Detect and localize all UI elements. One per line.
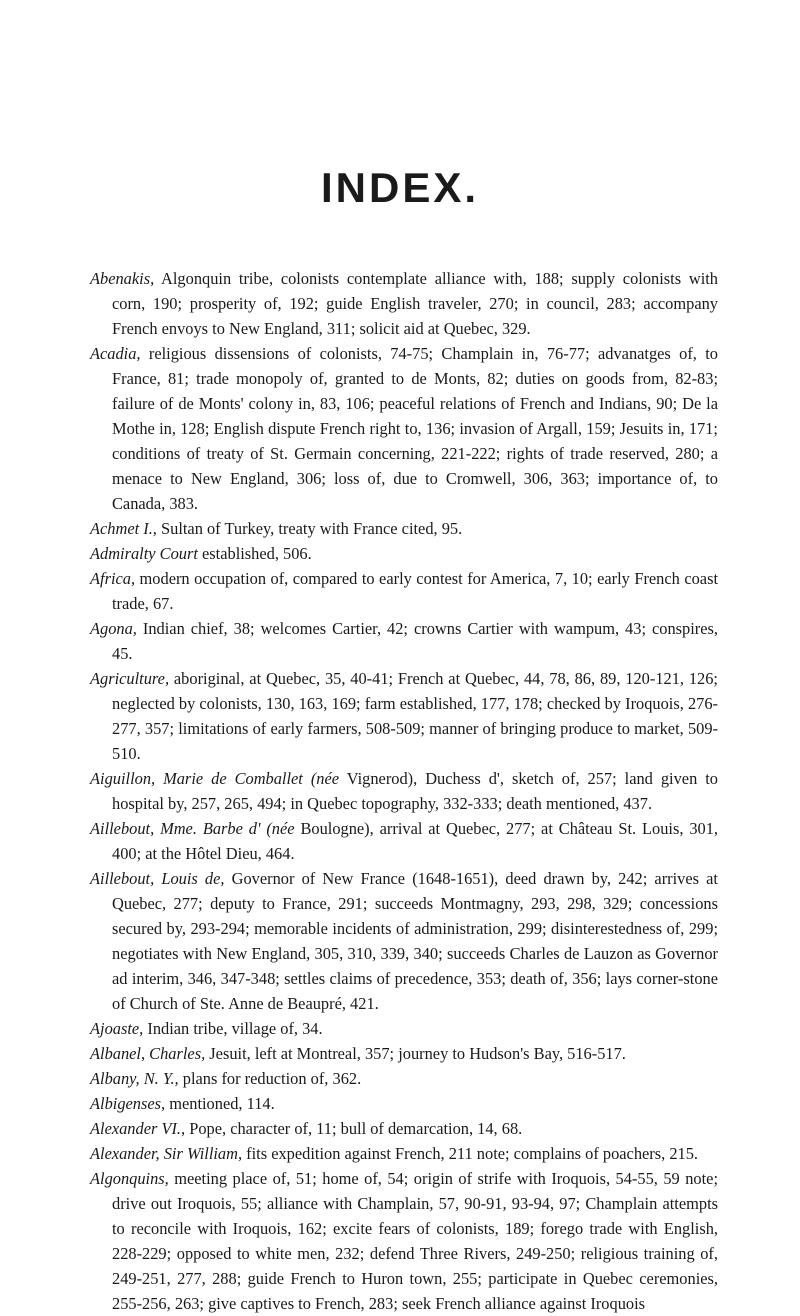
entry-heading: Alexander, Sir William, [90, 1144, 243, 1163]
index-entry [90, 1166, 718, 1316]
index-entry [90, 1091, 718, 1116]
index-entry [90, 1041, 718, 1066]
entry-text: meeting place of, 51; home of, 54; origin of strife with Iroquois, 54-55, 59 note; drive out Iroquois, 55; alliance with Champlain, 57, 90-91, 93-94, 97; Champlain attempts to reconcile with Iroquois, 162; excite fears of colonists, 189; forego trade with English, 228-229; opposed to white men, 232; defend Three Rivers, 249-250; religious training of, 249-251, 277, 288; guide French to Huron town, 255; participate in Quebec ceremonies, 255-256, 263; give captives to French, 283; seek French alliance against Iroquois [112, 1169, 718, 1313]
entry-heading: Albigenses, [90, 1094, 166, 1113]
page-title: INDEX. [320, 164, 480, 211]
entry-heading: Achmet I., [90, 519, 157, 538]
entry-text: Governor of New France (1648-1651), deed drawn by, 242; arrives at Quebec, 277; deputy to France, 291; succeeds Montmagny, 293, 298, 329; concessions secured by, 293-294; memorable incidents of administration, 299; disinterestedness of, 299; negotiates with New England, 305, 310, 339, 340; succeeds Charles de Lauzon as Governor ad interim, 346, 347-348; settles claims of precedence, 353; death of, 356; lays corner-stone of Church of Ste. Anne de Beaupré, 421. [112, 869, 718, 1013]
entry-heading: Aiguillon, Marie de Comballet (née [90, 769, 340, 788]
index-entry [90, 1116, 718, 1141]
entry-heading: Acadia, [90, 344, 141, 363]
entry-heading: Aillebout, Louis de, [90, 869, 225, 888]
index-entry [90, 516, 718, 541]
entry-heading: Africa, [90, 569, 136, 588]
entry-text: plans for reduction of, 362. [178, 1069, 362, 1088]
entry-text: established, 506. [197, 544, 312, 563]
entry-heading: Algonquins, [90, 1169, 169, 1188]
entry-text: Sultan of Turkey, treaty with France cited, 95. [156, 519, 463, 538]
entry-heading: Ajoaste, [90, 1019, 144, 1038]
index-entry [90, 341, 718, 516]
entry-text: modern occupation of, compared to early contest for America, 7, 10; early French coast trade, 67. [112, 569, 718, 613]
entry-heading: Agona, [90, 619, 137, 638]
entry-text: fits expedition against French, 211 note; complains of poachers, 215. [242, 1144, 699, 1163]
entry-heading: Albanel, Charles, [90, 1044, 206, 1063]
entry-text: Indian tribe, village of, 34. [143, 1019, 323, 1038]
entry-text: religious dissensions of colonists, 74-75; Champlain in, 76-77; advanatges of, to France, 81; trade monopoly of, granted to de Monts, 82; duties on goods from, 82-83; failure of de Monts' colony in, 83, 106; peaceful relations of French and Indians, 90; De la Mothe in, 128; English dispute French right to, 136; invasion of Argall, 159; Jesuits in, 171; conditions of treaty of St. Germain concerning, 221-222; rights of trade reserved, 280; a menace to New England, 306; loss of, due to Cromwell, 306, 363; importance of, to Canada, 383. [112, 344, 718, 513]
entry-heading: Admiralty Court [90, 544, 198, 563]
entry-text: aboriginal, at Quebec, 35, 40-41; French at Quebec, 44, 78, 86, 89, 120-121, 126; neglected by colonists, 130, 163, 169; farm established, 177, 178; checked by Iroquois, 276-277, 357; limitations of early farmers, 508-509; manner of bringing produce to market, 509-510. [112, 669, 718, 763]
entry-heading: Albany, N. Y., [90, 1069, 179, 1088]
entry-heading: Aillebout, Mme. Barbe d' (née [90, 819, 295, 838]
index-entry [90, 1016, 718, 1041]
index-entry [90, 1066, 718, 1091]
entry-text: Boulogne), arrival at Quebec, 277; at Château St. Louis, 301, 400; at the Hôtel Dieu, 464. [112, 819, 719, 863]
index-entry [90, 616, 718, 666]
index-entry [90, 666, 718, 766]
index-entry [90, 266, 718, 341]
entry-heading: Abenakis, [90, 269, 155, 288]
entry-heading: Alexander VI., [90, 1119, 186, 1138]
index-entry [90, 541, 718, 566]
index-entries [90, 266, 718, 1316]
entry-text: Algonquin tribe, colonists contemplate alliance with, 188; supply colonists with corn, 190; prosperity of, 192; guide English traveler, 270; in council, 283; accompany French envoys to New England, 311; solicit aid at Quebec, 329. [112, 269, 718, 338]
entry-text: Pope, character of, 11; bull of demarcation, 14, 68. [185, 1119, 523, 1138]
index-entry [90, 866, 718, 1016]
entry-text: mentioned, 114. [165, 1094, 275, 1113]
index-entry [90, 816, 718, 866]
entry-text: Jesuit, left at Montreal, 357; journey to Hudson's Bay, 516-517. [205, 1044, 626, 1063]
entry-heading: Agriculture, [90, 669, 170, 688]
entry-text: Indian chief, 38; welcomes Cartier, 42; crowns Cartier with wampum, 43; conspires, 45. [112, 619, 718, 663]
index-entry [90, 1141, 718, 1166]
entry-text: Vignerod), Duchess d', sketch of, 257; land given to hospital by, 257, 265, 494; in Quebec topography, 332-333; death mentioned, 437. [112, 769, 718, 813]
index-entry [90, 566, 718, 616]
index-entry [90, 766, 718, 816]
